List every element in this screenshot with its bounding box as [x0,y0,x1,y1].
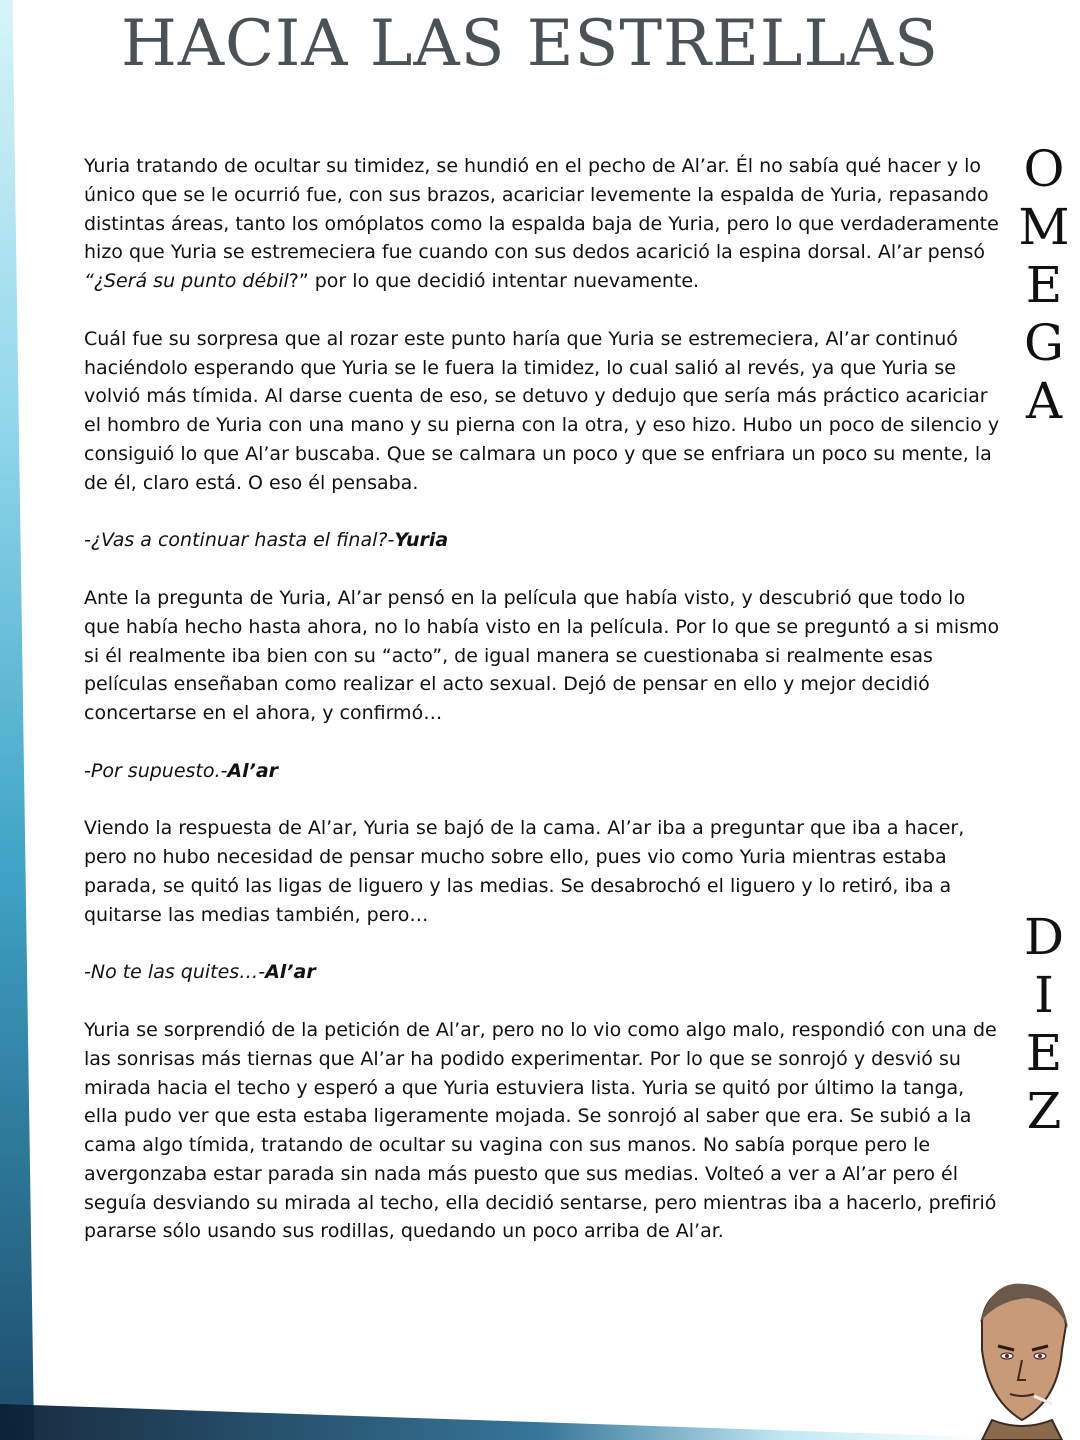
story-text [84,152,1004,1275]
dialogue-3: -No te las quites…-Al’ar [84,961,316,984]
character-portrait [962,1280,1080,1440]
side-letter: A [1025,372,1063,430]
side-letter: E [1025,256,1063,314]
page-title: HACIA LAS ESTRELLAS [121,7,939,81]
side-letter: E [1025,1024,1063,1082]
dialogue-2: -Por supuesto.-Al’ar [84,759,279,782]
paragraph-2: Cuál fue su sorpresa que al rozar este punto haría que Yuria se estremeciera, Al’ar continuó haciéndolo esperando que Yuria se le fuera la timidez, lo cual salió al revés, ya que Yuria se volvió más tímida. Al darse cuenta de eso, se detuvo y dedujo que sería más práctico acariciar el hombro de Yuria con una mano y su pierna con la otra, y eso hizo. Hubo un poco de silencio y consiguió lo que Al’ar buscaba. Que se calmara un poco y que se enfriara un poco su mente, la de él, claro está. O eso él pensaba. [84,327,1000,494]
bottom-decorative-streak [0,1380,980,1440]
side-letter: M [1018,198,1070,256]
side-letter: G [1024,314,1064,372]
side-word-omega [1016,140,1072,430]
side-letter: Z [1026,1082,1062,1140]
dialogue-1: -¿Vas a continuar hasta el final?-Yuria [84,529,449,552]
side-word-diez [1016,908,1072,1140]
paragraph-5: Yuria se sorprendió de la petición de Al’ar, pero no lo vio como algo malo, respondió con una de las sonrisas más tiernas que Al’ar ha podido experimentar. Por lo que se sonrojó y desvió su mirada hacia el techo y esperó a que Yuria estuviera lista. Yuria se quitó por último la tanga, ella pudo ver que esta estaba ligeramente mojada. Se sonrojó al saber que era. Se subió a la cama algo tímida, tratando de ocultar su vagina con sus manos. No sabía porque pero le avergonzaba estar parada sin nada más puesto que sus medias. Volteó a ver a Al’ar pero él seguía desviando su mirada al techo, ella decidió sentarse, pero mientras iba a hacerlo, prefirió pararse sólo usando sus rodillas, quedando un poco arriba de Al’ar. [84,1018,997,1243]
paragraph-1: Yuria tratando de ocultar su timidez, se hundió en el pecho de Al’ar. Él no sabía qué hacer y lo único que se le ocurrió fue, con sus brazos, acariciar levemente la espalda de Yuria, repasando distintas áreas, tanto los omóplatos como la espalda baja de Yuria, pero lo que verdaderamente hizo que Yuria se estremeciera fue cuando con sus dedos acarició la espina dorsal. Al’ar pensó “¿Será su punto débil?” por lo que decidió intentar nuevamente. [84,155,999,293]
paragraph-3: Ante la pregunta de Yuria, Al’ar pensó en la película que había visto, y descubrió que todo lo que había hecho hasta ahora, no lo había visto en la película. Por lo que se preguntó a si mismo si él realmente iba bien con su “acto”, de igual manera se cuestionaba si realmente esas películas enseñaban como realizar el acto sexual. Dejó de pensar en ello y mejor decidió concertarse en el ahora, y confirmó… [84,586,1000,725]
side-letter: D [1023,908,1065,966]
paragraph-4: Viendo la respuesta de Al’ar, Yuria se bajó de la cama. Al’ar iba a preguntar que iba a hacer, pero no hubo necesidad de pensar mucho sobre ello, pues vio como Yuria mientras estaba parada, se quitó las ligas de liguero y las medias. Se desabrochó el liguero y lo retiró, iba a quitarse las medias también, pero… [84,817,965,926]
side-letter: I [1034,966,1054,1024]
left-decorative-strip [0,0,62,1440]
side-letter: O [1023,140,1065,198]
